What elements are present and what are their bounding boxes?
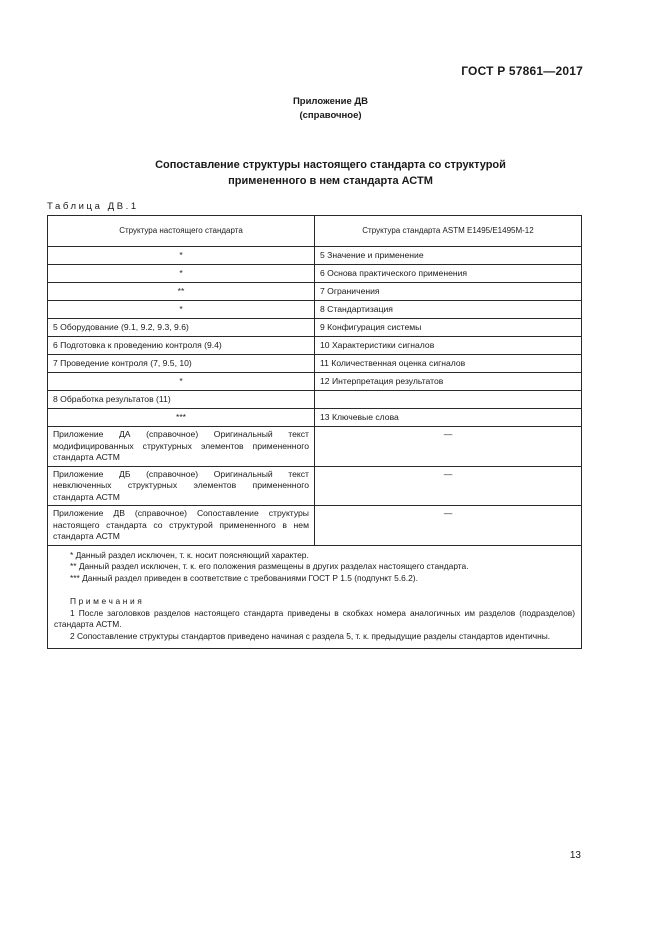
cell-this-standard: 7 Проведение контроля (7, 9.5, 10) [48, 355, 315, 373]
cell-this-standard: * [48, 373, 315, 391]
table-row [48, 409, 582, 427]
cell-this-standard: ** [48, 283, 315, 301]
table-row [48, 301, 582, 319]
document-title-line-1: Сопоставление структуры настоящего стандарта со структурой [155, 159, 506, 171]
table-header-row [48, 216, 582, 247]
cell-this-standard: *** [48, 409, 315, 427]
cell-astm-standard: 9 Конфигурация системы [315, 319, 582, 337]
cell-astm-standard: 8 Стандартизация [315, 301, 582, 319]
header-cell-this-standard: Структура настоящего стандарта [48, 216, 315, 247]
appendix-type: (справочное) [299, 110, 362, 121]
cell-astm-standard: 5 Значение и применение [315, 247, 582, 265]
table-row [48, 506, 582, 546]
table-row [48, 391, 582, 409]
table-row [48, 466, 582, 506]
notes-heading: Примечания [70, 596, 145, 606]
structure-comparison-table [47, 215, 582, 649]
cell-astm-standard: 7 Ограничения [315, 283, 582, 301]
cell-this-standard: * [48, 247, 315, 265]
table-row [48, 355, 582, 373]
cell-this-standard: Приложение ДБ (справочное) Оригинальный текст невключенных структурных элементов примененного стандарта АСТМ [48, 466, 315, 506]
table-row [48, 337, 582, 355]
cell-astm-standard [315, 391, 582, 409]
footnote: * Данный раздел исключен, т. к. носит поясняющий характер. [70, 549, 309, 560]
table-row [48, 247, 582, 265]
cell-this-standard: Приложение ДА (справочное) Оригинальный текст модифицированных структурных элементов примененного стандарта АСТМ [48, 427, 315, 467]
table-row [48, 427, 582, 467]
cell-astm-standard: 10 Характеристики сигналов [315, 337, 582, 355]
cell-this-standard: 5 Оборудование (9.1, 9.2, 9.3, 9.6) [48, 319, 315, 337]
note: 1 После заголовков разделов настоящего стандарта приведены в скобках номера аналогичных им разделов (подразделов) стандарта АСТМ. [54, 607, 575, 629]
cell-this-standard: * [48, 265, 315, 283]
table-caption: Таблица ДВ.1 [47, 201, 139, 212]
document-title [0, 157, 661, 189]
cell-astm-standard: — [315, 427, 582, 467]
cell-this-standard: * [48, 301, 315, 319]
footnote: *** Данный раздел приведен в соответствие с требованиями ГОСТ Р 1.5 (подпункт 5.6.2). [70, 572, 418, 583]
table-row [48, 265, 582, 283]
cell-astm-standard: — [315, 466, 582, 506]
appendix-title: Приложение ДВ [292, 96, 369, 107]
page-number: 13 [569, 850, 581, 861]
cell-astm-standard: — [315, 506, 582, 546]
header-cell-astm-standard: Структура стандарта ASTM E1495/E1495M-12 [315, 216, 582, 247]
cell-this-standard: Приложение ДВ (справочное) Сопоставление структуры настоящего стандарта со структурой примененного в нем стандарта АСТМ [48, 506, 315, 546]
cell-this-standard: 6 Подготовка к проведению контроля (9.4) [48, 337, 315, 355]
cell-astm-standard: 12 Интерпретация результатов [315, 373, 582, 391]
note: 2 Сопоставление структуры стандартов приведено начиная с раздела 5, т. к. предыдущие разделы стандартов идентичны. [70, 630, 551, 641]
document-code: ГОСТ Р 57861—2017 [461, 64, 583, 78]
appendix-heading [0, 95, 661, 123]
document-title-line-2: примененного в нем стандарта АСТМ [228, 175, 433, 187]
cell-astm-standard: 6 Основа практического применения [315, 265, 582, 283]
table-row [48, 319, 582, 337]
cell-this-standard: 8 Обработка результатов (11) [48, 391, 315, 409]
table-footer-row [48, 545, 582, 649]
table-footnotes [48, 545, 582, 649]
table-row [48, 283, 582, 301]
cell-astm-standard: 13 Ключевые слова [315, 409, 582, 427]
table-row [48, 373, 582, 391]
footnote: ** Данный раздел исключен, т. к. его положения размещены в других разделах настоящего стандарта. [70, 561, 469, 571]
cell-astm-standard: 11 Количественная оценка сигналов [315, 355, 582, 373]
